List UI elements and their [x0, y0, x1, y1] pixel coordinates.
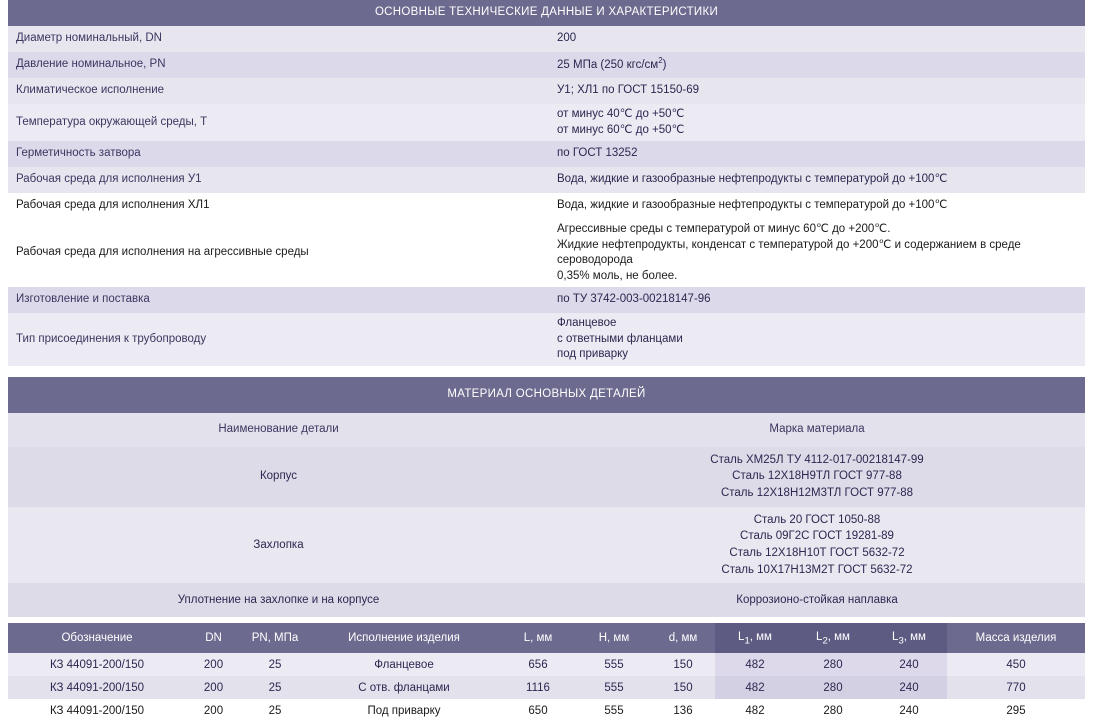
column-header-l3 [871, 623, 947, 653]
column-header-grade: Марка материала [549, 413, 1085, 447]
row-value [549, 219, 1085, 287]
cell-h: 555 [577, 653, 651, 676]
table-row [8, 507, 1085, 584]
materials-header-row [8, 377, 1085, 413]
row-value: Вода, жидкие и газообразные нефтепродукты с температурой до +100℃ [549, 167, 1085, 193]
cell-h: 555 [577, 699, 651, 722]
cell-l2: 280 [795, 699, 871, 722]
row-label: Температура окружающей среды, Т [8, 104, 549, 141]
column-header-l2 [795, 623, 871, 653]
column-header-l1 [715, 623, 795, 653]
cell-l1: 482 [715, 676, 795, 699]
cell-l3: 240 [871, 653, 947, 676]
cell-l2: 280 [795, 676, 871, 699]
table-row [8, 78, 1085, 104]
row-value: У1; ХЛ1 по ГОСТ 15150-69 [549, 78, 1085, 104]
pressure-value-tail: ) [662, 59, 667, 72]
table-row [8, 26, 1085, 52]
cell-l2: 280 [795, 653, 871, 676]
technical-data-header-row [8, 0, 1085, 26]
cell-pn: 25 [241, 653, 309, 676]
row-value-line: с ответными фланцами [557, 332, 683, 345]
cell-l1: 482 [715, 653, 795, 676]
cell-l: 1116 [499, 676, 577, 699]
column-header-part: Наименование детали [8, 413, 549, 447]
row-value-line: 0,35% моль, не более. [557, 269, 678, 282]
row-value-line: под приварку [557, 348, 629, 361]
table-row [8, 219, 1085, 287]
column-header-designation: Обозначение [8, 623, 186, 653]
materials-table [8, 377, 1085, 618]
cell-h: 555 [577, 676, 651, 699]
cell-execution: Под приварку [309, 699, 499, 722]
table-row [8, 193, 1085, 219]
table-row [8, 676, 1085, 699]
column-header-dn: DN [186, 623, 241, 653]
column-header-h: H, мм [577, 623, 651, 653]
row-value: Вода, жидкие и газообразные нефтепродукты с температурой до +100℃ [549, 193, 1085, 219]
cell-l3: 240 [871, 699, 947, 722]
material-grade-line: Сталь 12Х18Н10Т ГОСТ 5632-72 [729, 547, 905, 559]
l2-base: L [816, 630, 823, 643]
cell-d: 136 [651, 699, 715, 722]
column-header-mass: Масса изделия [947, 623, 1085, 653]
row-value-line: Фланцевое [557, 317, 617, 330]
table-row [8, 447, 1085, 507]
column-header-pn: PN, МПа [241, 623, 309, 653]
material-grade-list [549, 447, 1085, 507]
material-grade-line: Сталь 12Х18Н9ТЛ ГОСТ 977-88 [732, 470, 902, 483]
material-grade-line: Сталь 09Г2С ГОСТ 19281-89 [740, 530, 894, 543]
material-grade-line: Сталь 20 ГОСТ 1050-88 [753, 513, 881, 526]
cell-mass: 295 [947, 699, 1085, 722]
row-label: Изготовление и поставка [8, 287, 549, 313]
material-grade-line: Сталь ХМ25Л ТУ 4112-017-00218147-99 [710, 453, 924, 466]
dimensions-table [8, 623, 1085, 722]
cell-designation: КЗ 44091-200/150 [8, 653, 186, 676]
cell-l3: 240 [871, 676, 947, 699]
column-header-d: d, мм [651, 623, 715, 653]
cell-d: 150 [651, 676, 715, 699]
row-value-line: Жидкие нефтепродукты, конденсат с температурой до +200℃ и содержанием в среде сероводорода [557, 238, 1021, 267]
cell-dn: 200 [186, 699, 241, 722]
l3-base: L [892, 630, 899, 643]
row-label: Диаметр номинальный, DN [8, 26, 549, 52]
material-part-name: Захлопка [8, 507, 549, 584]
material-grade-line: Сталь 10Х17Н13М2Т ГОСТ 5632-72 [721, 563, 913, 576]
table-row [8, 52, 1085, 78]
table-row [8, 141, 1085, 167]
l1-sub: 1 [744, 634, 750, 646]
cell-pn: 25 [241, 676, 309, 699]
cell-dn: 200 [186, 653, 241, 676]
material-part-name: Уплотнение на захлопке и на корпусе [8, 583, 549, 617]
materials-column-headers [8, 413, 1085, 447]
row-value [549, 313, 1085, 366]
l1-base: L [738, 630, 745, 643]
l2-unit: , мм [827, 630, 850, 643]
l3-sub: 3 [898, 634, 904, 646]
material-grade-list: Коррозионо-стойкая наплавка [549, 583, 1085, 617]
material-grade-list [549, 507, 1085, 584]
cell-mass: 450 [947, 653, 1085, 676]
material-part-name: Корпус [8, 447, 549, 507]
table-row [8, 653, 1085, 676]
row-value [549, 104, 1085, 141]
row-label: Герметичность затвора [8, 141, 549, 167]
row-label: Давление номинальное, PN [8, 52, 549, 78]
l3-unit: , мм [903, 630, 926, 643]
cell-l: 650 [499, 699, 577, 722]
table-row [8, 167, 1085, 193]
row-value-line: от минус 60℃ до +50℃ [557, 123, 685, 136]
technical-data-title: ОСНОВНЫЕ ТЕХНИЧЕСКИЕ ДАННЫЕ И ХАРАКТЕРИСТИКИ [8, 0, 1085, 26]
cell-d: 150 [651, 653, 715, 676]
column-header-l: L, мм [499, 623, 577, 653]
material-grade-line: Сталь 12Х18Н12М3ТЛ ГОСТ 977-88 [720, 486, 914, 499]
table-row [8, 287, 1085, 313]
cell-designation: КЗ 44091-200/150 [8, 699, 186, 722]
row-value [549, 52, 1085, 78]
row-label: Рабочая среда для исполнения ХЛ1 [8, 193, 549, 219]
l1-unit: , мм [749, 630, 772, 643]
cell-pn: 25 [241, 699, 309, 722]
row-label: Рабочая среда для исполнения У1 [8, 167, 549, 193]
row-label: Климатическое исполнение [8, 78, 549, 104]
cell-l1: 482 [715, 699, 795, 722]
row-label: Рабочая среда для исполнения на агрессивные среды [8, 219, 549, 287]
column-header-execution: Исполнение изделия [309, 623, 499, 653]
table-row [8, 699, 1085, 722]
materials-title: МАТЕРИАЛ ОСНОВНЫХ ДЕТАЛЕЙ [8, 377, 1085, 413]
cell-mass: 770 [947, 676, 1085, 699]
row-value: по ТУ 3742-003-00218147-96 [549, 287, 1085, 313]
row-value-line: от минус 40℃ до +50℃ [557, 108, 685, 120]
cell-execution: Фланцевое [309, 653, 499, 676]
technical-data-table [8, 0, 1085, 366]
row-value: по ГОСТ 13252 [549, 141, 1085, 167]
cell-l: 656 [499, 653, 577, 676]
section-gap [0, 366, 1093, 377]
table-row [8, 313, 1085, 366]
dimensions-header-row [8, 623, 1085, 653]
row-value-line: Агрессивные среды с температурой от минус 60℃ до +200℃. [557, 223, 891, 236]
table-row [8, 583, 1085, 617]
l2-sub: 2 [822, 634, 828, 646]
pressure-value-superscript: 2 [658, 56, 663, 66]
row-value: 200 [549, 26, 1085, 52]
row-label: Тип присоединения к трубопроводу [8, 313, 549, 366]
cell-dn: 200 [186, 676, 241, 699]
cell-designation: КЗ 44091-200/150 [8, 676, 186, 699]
cell-execution: С отв. фланцами [309, 676, 499, 699]
pressure-value-main: 25 МПа (250 кгс/см [557, 59, 659, 72]
table-row [8, 104, 1085, 141]
